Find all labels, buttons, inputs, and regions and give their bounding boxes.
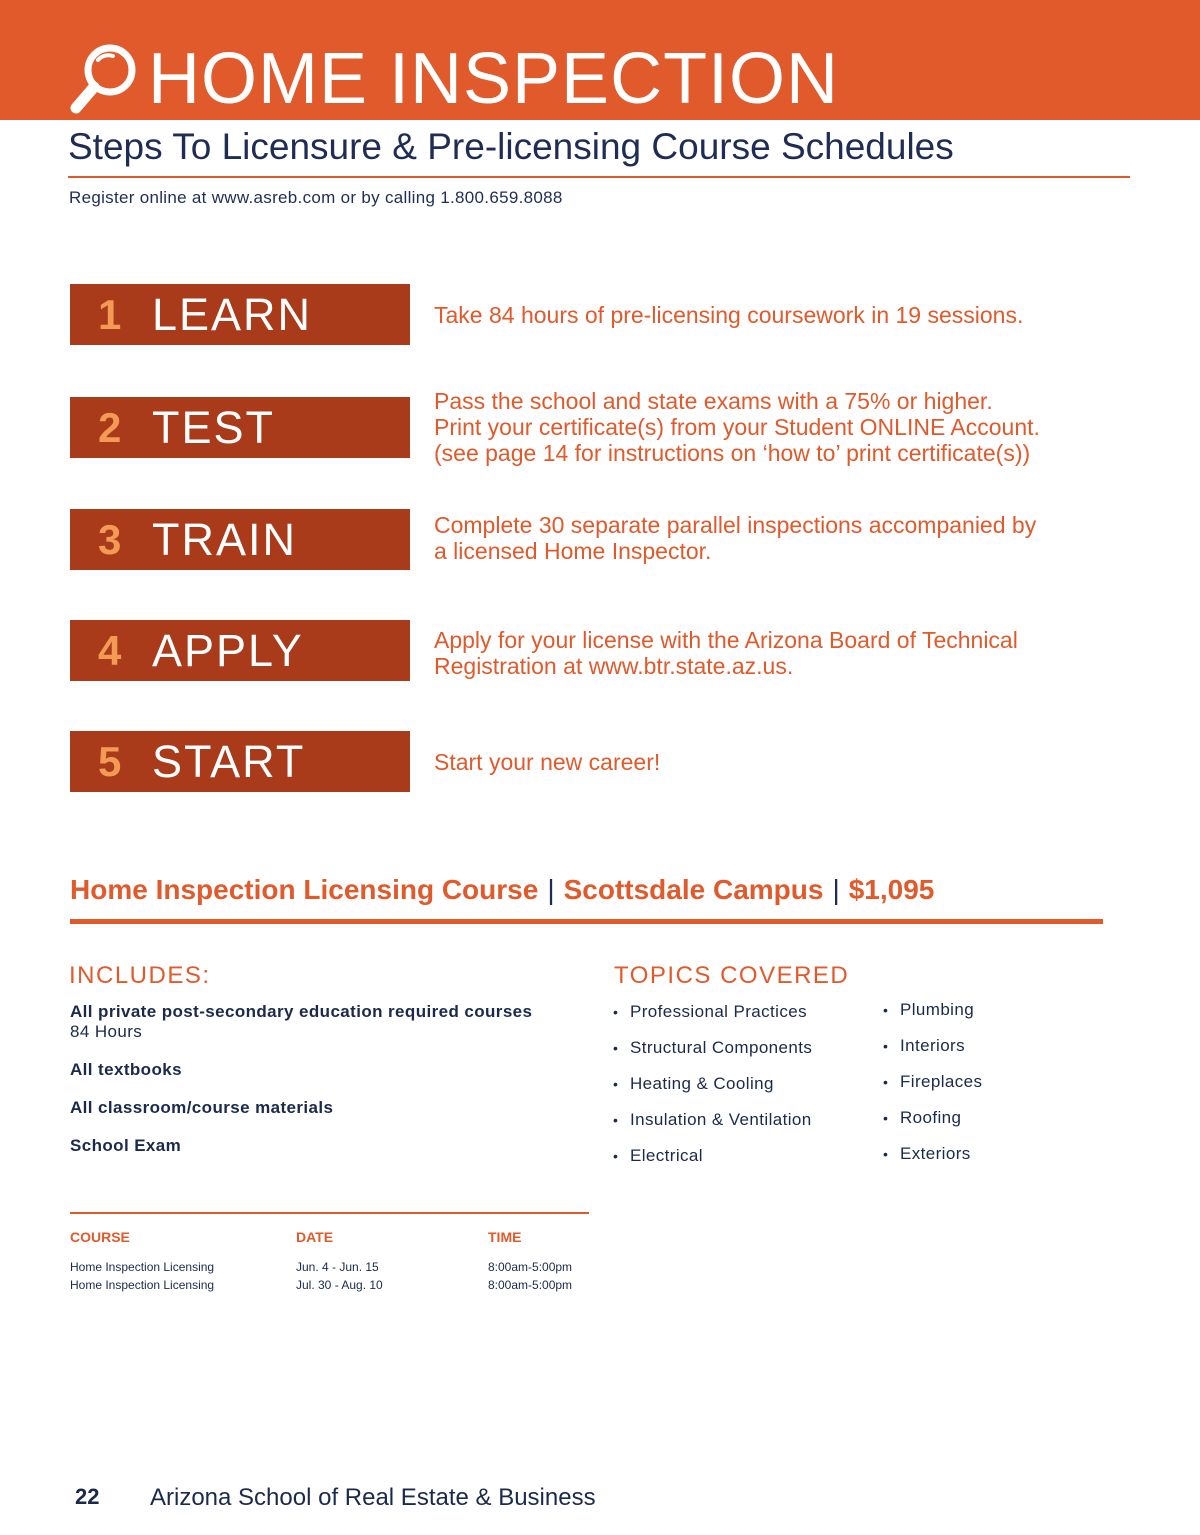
step-description	[434, 388, 1040, 466]
course-name: Home Inspection Licensing Course	[70, 874, 539, 905]
includes-item: All private post-secondary education required courses	[70, 1002, 533, 1021]
schedule-cell-date: Jun. 4 - Jun. 15	[296, 1260, 379, 1274]
step-number: 3	[98, 516, 122, 563]
step-description-line: Pass the school and state exams with a 75% or higher.	[434, 388, 993, 414]
bullet-icon: •	[883, 1074, 889, 1090]
step-number: 2	[98, 404, 122, 451]
step-label-box	[70, 509, 410, 570]
includes-item: All classroom/course materials	[70, 1098, 334, 1117]
step-number: 1	[98, 291, 122, 338]
step-description-line: Print your certificate(s) from your Student ONLINE Account.	[434, 414, 1040, 440]
step-word: START	[152, 736, 306, 787]
bullet-icon: •	[613, 1076, 619, 1092]
step-description-line: Start your new career!	[434, 749, 661, 775]
includes-item-detail: 84 Hours	[70, 1022, 143, 1041]
bullet-icon: •	[883, 1146, 889, 1162]
step-description-line: Apply for your license with the Arizona Board of Technical	[434, 627, 1018, 653]
step-label-box	[70, 284, 410, 345]
magnifier-icon	[68, 42, 138, 116]
step-label-box	[70, 397, 410, 458]
bullet-icon: •	[613, 1004, 619, 1020]
subtitle: Steps To Licensure & Pre-licensing Course Schedules	[68, 126, 954, 167]
heading-separator: |	[547, 874, 555, 905]
topic-item: • Professional Practices	[613, 1002, 807, 1021]
schedule-header-course: COURSE	[70, 1229, 130, 1245]
schedule-header-time: TIME	[488, 1229, 522, 1245]
bullet-icon: •	[883, 1002, 889, 1018]
step-word: APPLY	[152, 625, 304, 676]
topic-item: • Interiors	[883, 1036, 966, 1055]
bullet-icon: •	[883, 1110, 889, 1126]
register-info: Register online at www.asreb.com or by calling 1.800.659.8088	[69, 188, 563, 207]
course-campus: Scottsdale Campus	[563, 874, 824, 905]
step-description	[434, 302, 1023, 328]
step-description-line: Take 84 hours of pre-licensing coursework in 19 sessions.	[434, 302, 1024, 328]
page-title: HOME INSPECTION	[148, 39, 840, 119]
step-word: TRAIN	[152, 514, 297, 565]
schedule-divider	[70, 1212, 589, 1214]
topic-item: • Insulation & Ventilation	[613, 1110, 812, 1129]
topic-item: • Electrical	[613, 1146, 703, 1165]
course-heading	[70, 874, 934, 906]
topic-item: • Exteriors	[883, 1144, 971, 1163]
step-label-box	[70, 731, 410, 792]
bullet-icon: •	[613, 1112, 619, 1128]
step-description-line: Registration at www.btr.state.az.us.	[434, 653, 794, 679]
footer-school-name: Arizona School of Real Estate & Business	[150, 1484, 596, 1511]
heading-separator: |	[832, 874, 840, 905]
step-number: 4	[98, 627, 122, 674]
step-description	[434, 512, 1036, 564]
title-block	[68, 40, 839, 118]
schedule-cell-time: 8:00am-5:00pm	[488, 1278, 573, 1292]
course-price: $1,095	[848, 874, 935, 905]
step-description	[434, 749, 660, 775]
schedule-cell-course: Home Inspection Licensing	[70, 1260, 215, 1274]
topic-item: • Structural Components	[613, 1038, 813, 1057]
topic-item: • Plumbing	[883, 1000, 975, 1019]
includes-item: School Exam	[70, 1136, 182, 1155]
step-word: LEARN	[152, 289, 313, 340]
topics-label: TOPICS COVERED	[614, 962, 850, 989]
bullet-icon: •	[613, 1148, 619, 1164]
step-description-line: a licensed Home Inspector.	[434, 538, 712, 564]
step-word: TEST	[152, 402, 276, 453]
step-description-line: (see page 14 for instructions on ‘how to’ print certificate(s))	[434, 440, 1031, 466]
step-label-box	[70, 620, 410, 681]
topic-item: • Roofing	[883, 1108, 962, 1127]
includes-item: All textbooks	[70, 1060, 182, 1079]
step-number: 5	[98, 738, 122, 785]
schedule-cell-date: Jul. 30 - Aug. 10	[296, 1278, 383, 1292]
schedule-cell-time: 8:00am-5:00pm	[488, 1260, 573, 1274]
schedule-cell-course: Home Inspection Licensing	[70, 1278, 215, 1292]
course-divider	[70, 919, 1103, 924]
topic-item: • Fireplaces	[883, 1072, 983, 1091]
topic-item: • Heating & Cooling	[613, 1074, 774, 1093]
bullet-icon: •	[613, 1040, 619, 1056]
page-number: 22	[75, 1484, 100, 1509]
includes-label: INCLUDES:	[69, 962, 211, 989]
schedule-header-date: DATE	[296, 1229, 334, 1245]
step-description	[434, 627, 1018, 679]
step-description-line: Complete 30 separate parallel inspections accompanied by	[434, 512, 1037, 538]
bullet-icon: •	[883, 1038, 889, 1054]
subtitle-divider	[68, 176, 1130, 178]
